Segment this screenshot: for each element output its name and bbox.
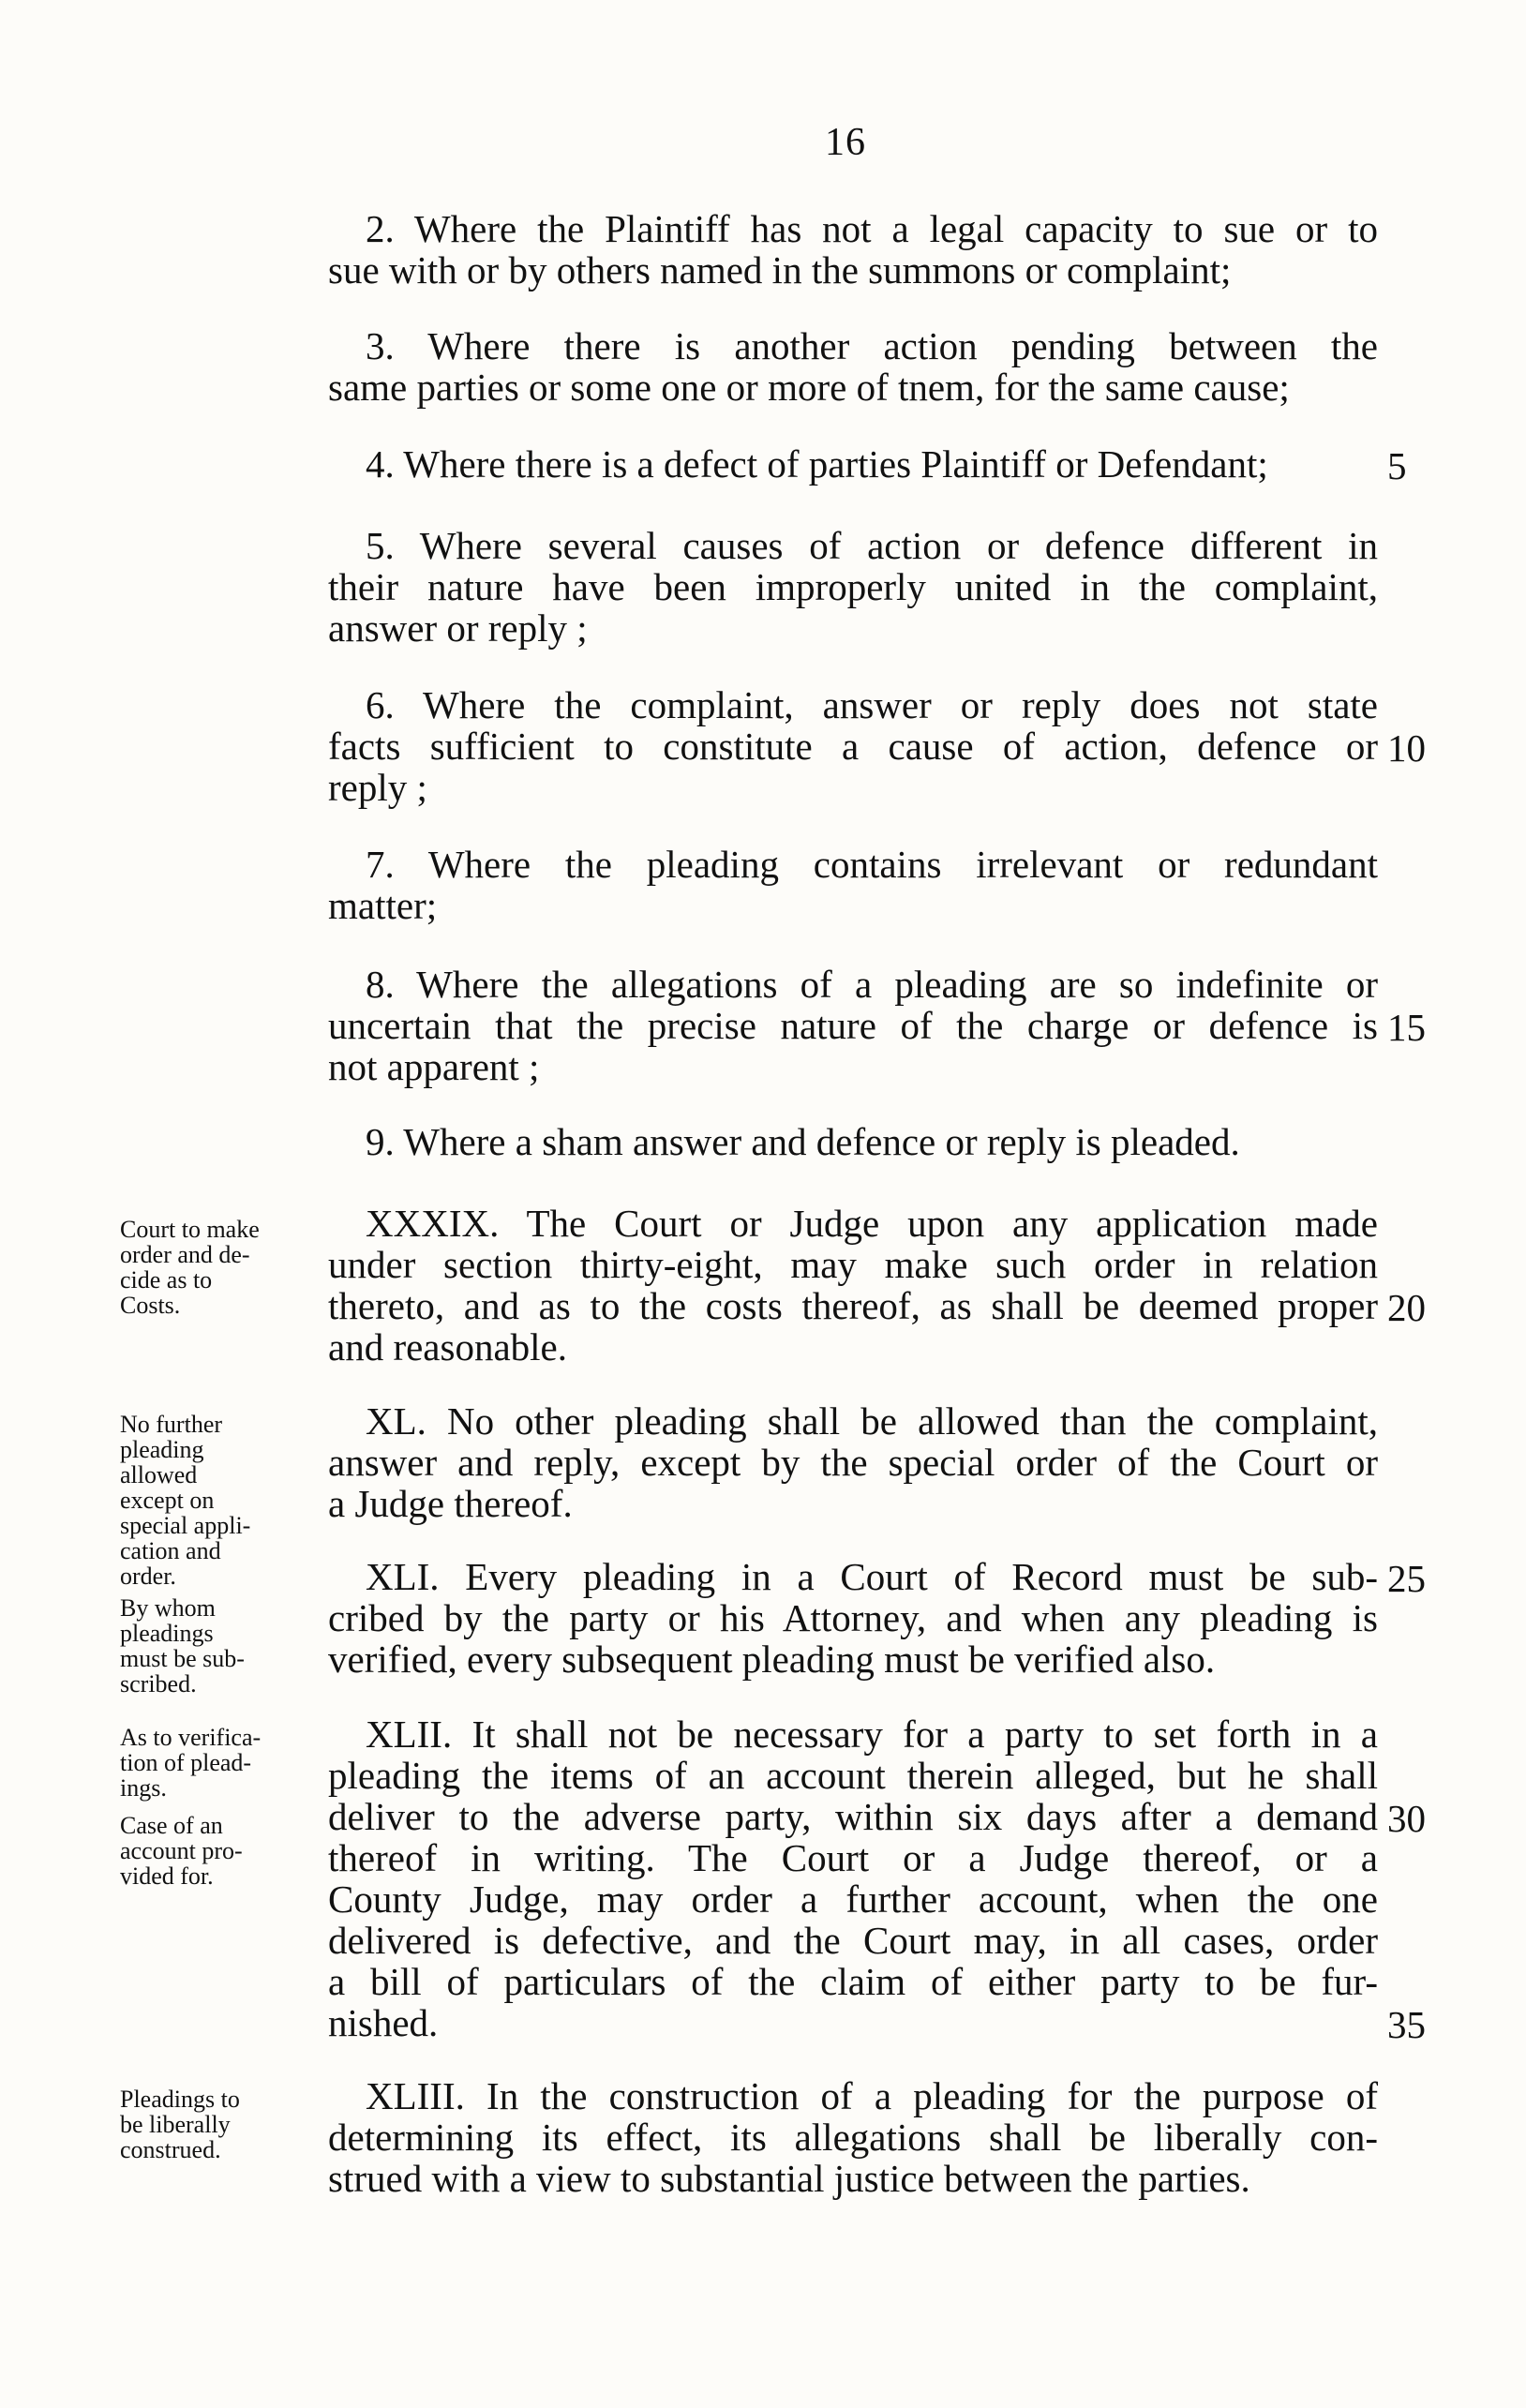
- clause-8: [328, 964, 1378, 1087]
- text-line: a bill of particulars of the claim of either party to be fur-: [328, 1960, 1378, 2003]
- text-line: 3. Where there is another action pending between the: [366, 324, 1378, 367]
- section-xliii: [328, 2075, 1378, 2199]
- text-line: their nature have been improperly united in the complaint,: [328, 565, 1378, 608]
- text-line: nished.: [328, 2001, 439, 2044]
- text-line: County Judge, may order a further account, when the one: [328, 1877, 1378, 1921]
- margin-note-liberal-construction: [120, 2086, 317, 2162]
- clause-5: [328, 525, 1378, 649]
- note-line: except on: [120, 1487, 215, 1514]
- note-line: Costs.: [120, 1292, 181, 1319]
- note-line: scribed.: [120, 1670, 197, 1698]
- note-line: ings.: [120, 1774, 167, 1802]
- text-line: facts sufficient to constitute a cause of action, defence or: [328, 725, 1378, 768]
- note-line: pleadings: [120, 1620, 214, 1647]
- clause-6: [328, 684, 1378, 808]
- clause-2: [328, 208, 1378, 291]
- text-line: verified, every subsequent pleading must be verified also.: [328, 1638, 1216, 1681]
- clause-9: [328, 1121, 1378, 1162]
- text-line: 9. Where a sham answer and defence or reply is pleaded.: [366, 1120, 1240, 1163]
- text-line: and reasonable.: [328, 1325, 567, 1369]
- line-number: 10: [1387, 726, 1426, 770]
- note-line: Court to make: [120, 1216, 260, 1243]
- text-line: 8. Where the allegations of a pleading are so indefinite or: [366, 963, 1378, 1006]
- margin-note-account: [120, 1813, 317, 1889]
- clause-3: [328, 325, 1378, 408]
- note-line: cide as to: [120, 1266, 213, 1294]
- text-line: cribed by the party or his Attorney, and when any pleading is: [328, 1596, 1378, 1639]
- text-line: XLI. Every pleading in a Court of Record must be sub-: [366, 1555, 1378, 1598]
- margin-note-by-whom: [120, 1595, 317, 1697]
- text-line: not apparent ;: [328, 1045, 540, 1088]
- text-line: a Judge thereof.: [328, 1482, 573, 1525]
- clause-4: [328, 443, 1378, 485]
- note-line: Case of an: [120, 1812, 223, 1839]
- line-number: 35: [1387, 2003, 1426, 2046]
- line-number: 5: [1387, 444, 1407, 487]
- text-line: delivered is defective, and the Court may, in all cases, order: [328, 1919, 1378, 1962]
- text-line: thereto, and as to the costs thereof, as shall be deemed proper: [328, 1284, 1378, 1327]
- text-line: 2. Where the Plaintiff has not a legal capacity to sue or to: [366, 207, 1378, 250]
- note-line: allowed: [120, 1461, 198, 1488]
- section-xlii: [328, 1713, 1378, 2043]
- note-line: special appli-: [120, 1512, 251, 1539]
- text-line: under section thirty-eight, may make such order in relation: [328, 1243, 1378, 1286]
- note-line: tion of plead-: [120, 1749, 252, 1776]
- text-line: deliver to the adverse party, within six days after a demand: [328, 1795, 1378, 1838]
- margin-note-costs: [120, 1217, 317, 1318]
- text-line: reply ;: [328, 766, 427, 809]
- text-line: sue with or by others named in the summons or complaint;: [328, 248, 1232, 292]
- page-number: 16: [825, 121, 866, 164]
- note-line: order.: [120, 1563, 176, 1590]
- text-line: 7. Where the pleading contains irrelevant or redundant: [366, 843, 1378, 886]
- text-line: answer and reply, except by the special order of the Court or: [328, 1441, 1378, 1484]
- note-line: As to verifica-: [120, 1724, 262, 1751]
- note-line: Pleadings to: [120, 2086, 240, 2113]
- line-number: 25: [1387, 1557, 1426, 1600]
- note-line: must be sub-: [120, 1645, 245, 1672]
- text-line: matter;: [328, 884, 438, 927]
- note-line: account pro-: [120, 1837, 243, 1864]
- note-line: cation and: [120, 1537, 221, 1564]
- note-line: be liberally: [120, 2111, 231, 2138]
- section-xxxix: [328, 1203, 1378, 1368]
- note-line: pleading: [120, 1436, 204, 1463]
- text-line: determining its effect, its allegations shall be liberally con-: [328, 2116, 1378, 2159]
- text-line: 6. Where the complaint, answer or reply does not state: [366, 683, 1378, 726]
- text-line: thereof in writing. The Court or a Judge thereof, or a: [328, 1836, 1378, 1879]
- line-number: 20: [1387, 1286, 1426, 1329]
- line-number: 15: [1387, 1006, 1426, 1049]
- note-line: No further: [120, 1411, 223, 1438]
- text-line: pleading the items of an account therein alleged, but he shall: [328, 1754, 1378, 1797]
- section-xl: [328, 1400, 1378, 1524]
- note-line: vided for.: [120, 1862, 214, 1890]
- note-line: order and de-: [120, 1241, 250, 1268]
- clause-7: [328, 844, 1378, 926]
- text-line: uncertain that the precise nature of the charge or defence is: [328, 1004, 1378, 1047]
- text-line: 4. Where there is a defect of parties Plaintiff or Defendant;: [366, 442, 1268, 486]
- margin-note-no-further-pleading: [120, 1412, 317, 1589]
- line-number: 30: [1387, 1797, 1426, 1840]
- note-line: By whom: [120, 1594, 216, 1622]
- text-line: XLII. It shall not be necessary for a party to set forth in a: [366, 1713, 1378, 1756]
- text-line: XXXIX. The Court or Judge upon any application made: [366, 1202, 1378, 1245]
- text-line: 5. Where several causes of action or defence different in: [366, 524, 1378, 567]
- text-line: strued with a view to substantial justice between the parties.: [328, 2157, 1250, 2200]
- text-line: XL. No other pleading shall be allowed than the complaint,: [366, 1399, 1378, 1443]
- margin-note-verification: [120, 1725, 317, 1801]
- text-line: answer or reply ;: [328, 606, 588, 650]
- section-xli: [328, 1556, 1378, 1680]
- note-line: construed.: [120, 2136, 221, 2163]
- text-line: XLIII. In the construction of a pleading for the purpose of: [366, 2074, 1378, 2117]
- text-line: same parties or some one or more of tnem, for the same cause;: [328, 366, 1290, 409]
